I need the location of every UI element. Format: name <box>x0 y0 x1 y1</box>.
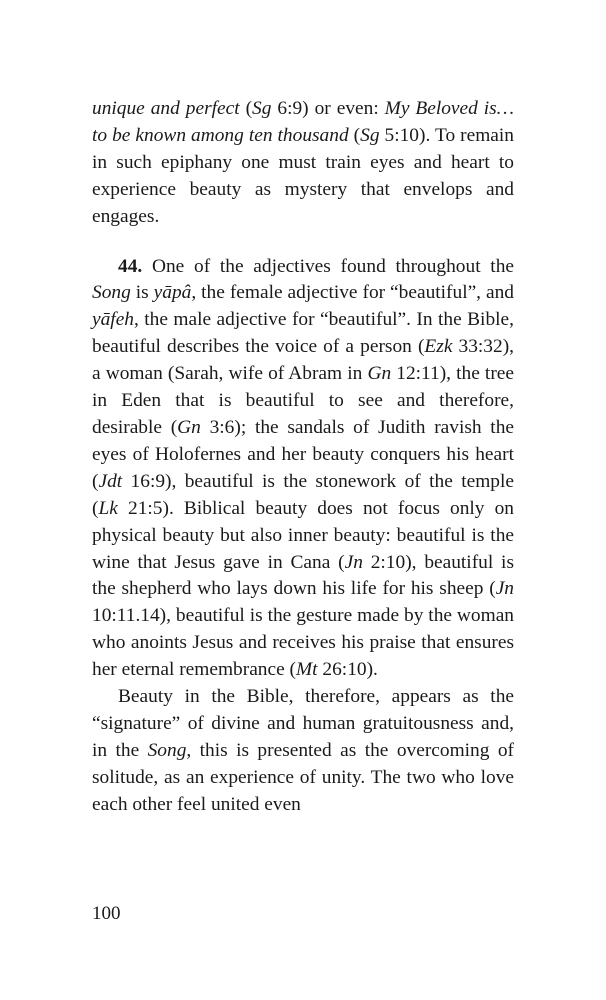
italic-text: Jn <box>495 578 514 600</box>
paragraph-beauty-signature <box>92 684 514 819</box>
paragraph-44 <box>92 254 514 685</box>
text-run: 5:10). To remain in such epiphany one must train eyes and heart to experience beauty as mystery that envelops and engages. <box>92 124 514 227</box>
paragraph-number: 44. <box>118 255 143 277</box>
text-run: Beauty in the Bible, therefore, appears as the “signature” of divine and human gratuitousness and, in the <box>92 686 514 761</box>
text-run: 2:10), beautiful is the shepherd who lays down his life for his sheep ( <box>92 551 514 600</box>
italic-text: Sg <box>252 98 272 119</box>
italic-text: Jdt <box>98 470 123 492</box>
text-run: 3:6); the sandals of Judith ravish the eyes of Holofernes and her beauty conquers his heart ( <box>92 416 514 492</box>
text-run: , the female adjective for “beautiful”, and <box>191 282 514 304</box>
paragraph-continuation <box>92 96 514 231</box>
text-run: 10:11.14), beautiful is the gesture made by the woman who anoints Jesus and receives his praise that ensures her eternal remembrance ( <box>92 605 514 681</box>
italic-text: Lk <box>98 497 118 519</box>
text-run: ( <box>348 124 361 146</box>
italic-text: unique and perfect <box>92 98 240 119</box>
italic-text: Ezk <box>424 336 453 358</box>
text-run: ( <box>239 98 253 119</box>
text-run: is <box>130 282 154 304</box>
page-number: 100 <box>92 903 121 924</box>
text-run: 12:11), the tree in Eden that is beautiful to see and therefore, desirable ( <box>92 363 514 438</box>
text-run: , this is presented as the overcoming of solitude, as an experience of unity. The two who love each other feel united even <box>92 739 515 815</box>
page-body <box>92 96 514 819</box>
text-run: 21:5). Biblical beauty does not focus only on physical beauty but also inner beauty: beautiful is the wine that Jesus gave in Cana ( <box>92 497 514 573</box>
italic-text: Song <box>92 282 131 304</box>
italic-text: Song <box>147 739 187 761</box>
italic-text: My Beloved is… to be known among ten thousand <box>92 98 514 146</box>
text-run: 33:32), a woman (Sarah, wife of Abram in <box>92 336 515 385</box>
italic-text: yāfeh <box>92 309 134 331</box>
italic-text: Sg <box>360 124 380 146</box>
text-run: , the male adjective for “beautiful”. In the Bible, beautiful describes the voice of a person ( <box>92 309 514 358</box>
text-run: 16:9), beautiful is the stonework of the temple ( <box>92 470 514 519</box>
italic-text: Gn <box>367 363 392 385</box>
text-run: 6:9) or even: <box>271 98 385 119</box>
text-run: One of the adjectives found throughout the <box>142 255 514 277</box>
italic-text: yāpâ <box>153 282 192 304</box>
italic-text: Mt <box>296 659 318 681</box>
italic-text: Gn <box>177 416 201 438</box>
text-run: 26:10). <box>317 659 378 681</box>
italic-text: Jn <box>344 551 363 573</box>
